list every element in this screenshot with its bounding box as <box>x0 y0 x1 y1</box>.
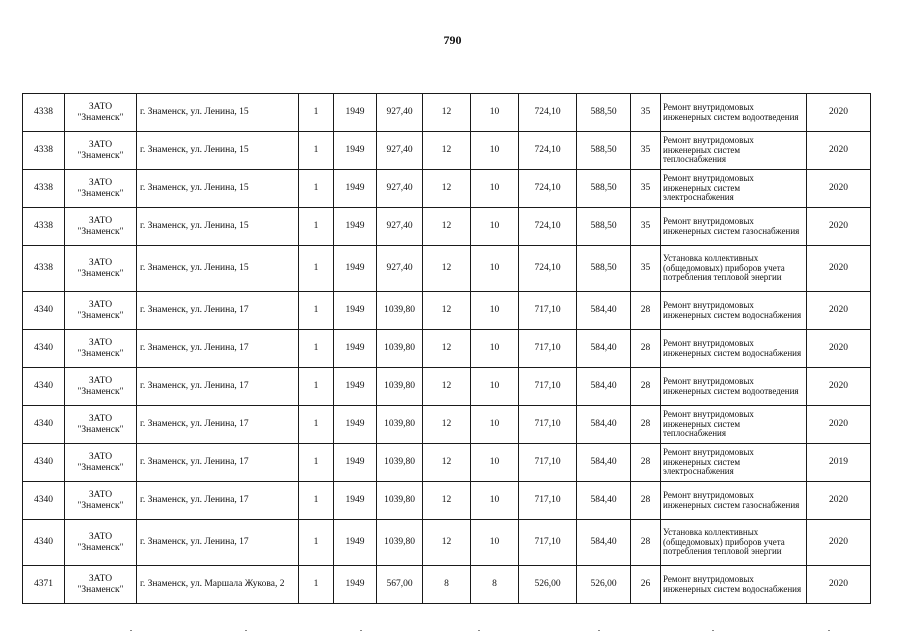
column-11-cell: 28 <box>631 368 661 406</box>
building-id-cell: 4340 <box>23 520 65 566</box>
building-id-cell: 4338 <box>23 246 65 292</box>
column-7-cell: 12 <box>423 208 471 246</box>
scan-speck <box>828 630 830 631</box>
planned-year-cell: 2020 <box>807 330 871 368</box>
column-7-cell: 12 <box>423 132 471 170</box>
column-11-cell: 28 <box>631 406 661 444</box>
repair-work-cell: Ремонт внутридомовых инженерных систем газоснабжения <box>661 208 807 246</box>
building-id-cell: 4340 <box>23 368 65 406</box>
scan-speck <box>478 630 480 631</box>
column-7-cell: 12 <box>423 520 471 566</box>
build-year-cell: 1949 <box>334 368 377 406</box>
planned-year-cell: 2020 <box>807 292 871 330</box>
repair-work-cell: Установка коллективных (общедомовых) приборов учета потребления тепловой энергии <box>661 520 807 566</box>
column-8-cell: 10 <box>471 444 519 482</box>
address-cell: г. Знаменск, ул. Ленина, 17 <box>137 482 299 520</box>
build-year-cell: 1949 <box>334 292 377 330</box>
column-8-cell: 10 <box>471 94 519 132</box>
total-area-cell: 1039,80 <box>377 444 423 482</box>
table-row <box>23 368 871 406</box>
table-row <box>23 566 871 604</box>
total-area-cell: 1039,80 <box>377 368 423 406</box>
building-id-cell: 4338 <box>23 170 65 208</box>
repair-work-cell: Ремонт внутридомовых инженерных систем теплоснабжения <box>661 132 807 170</box>
column-11-cell: 28 <box>631 330 661 368</box>
building-id-cell: 4340 <box>23 330 65 368</box>
building-id-cell: 4338 <box>23 208 65 246</box>
total-area-cell: 927,40 <box>377 208 423 246</box>
municipality-cell: ЗАТО "Знаменск" <box>65 208 137 246</box>
build-year-cell: 1949 <box>334 330 377 368</box>
municipality-cell: ЗАТО "Знаменск" <box>65 406 137 444</box>
address-cell: г. Знаменск, ул. Ленина, 15 <box>137 246 299 292</box>
column-9-cell: 724,10 <box>519 94 577 132</box>
municipality-cell: ЗАТО "Знаменск" <box>65 292 137 330</box>
column-4-cell: 1 <box>299 292 334 330</box>
build-year-cell: 1949 <box>334 406 377 444</box>
column-7-cell: 12 <box>423 246 471 292</box>
table-row <box>23 444 871 482</box>
address-cell: г. Знаменск, ул. Ленина, 15 <box>137 170 299 208</box>
scan-speck <box>712 630 714 631</box>
column-9-cell: 724,10 <box>519 246 577 292</box>
building-id-cell: 4340 <box>23 444 65 482</box>
column-11-cell: 28 <box>631 292 661 330</box>
municipality-cell: ЗАТО "Знаменск" <box>65 368 137 406</box>
column-8-cell: 10 <box>471 132 519 170</box>
repair-work-cell: Ремонт внутридомовых инженерных систем водоснабжения <box>661 292 807 330</box>
planned-year-cell: 2019 <box>807 444 871 482</box>
column-4-cell: 1 <box>299 482 334 520</box>
repair-work-cell: Ремонт внутридомовых инженерных систем теплоснабжения <box>661 406 807 444</box>
planned-year-cell: 2020 <box>807 520 871 566</box>
column-10-cell: 584,40 <box>577 406 631 444</box>
repair-work-cell: Ремонт внутридомовых инженерных систем водоснабжения <box>661 566 807 604</box>
column-8-cell: 10 <box>471 292 519 330</box>
column-9-cell: 526,00 <box>519 566 577 604</box>
column-7-cell: 12 <box>423 170 471 208</box>
column-10-cell: 584,40 <box>577 368 631 406</box>
column-4-cell: 1 <box>299 368 334 406</box>
column-7-cell: 12 <box>423 292 471 330</box>
column-11-cell: 35 <box>631 208 661 246</box>
building-id-cell: 4371 <box>23 566 65 604</box>
column-7-cell: 12 <box>423 406 471 444</box>
column-10-cell: 584,40 <box>577 292 631 330</box>
planned-year-cell: 2020 <box>807 132 871 170</box>
column-10-cell: 584,40 <box>577 520 631 566</box>
build-year-cell: 1949 <box>334 482 377 520</box>
column-10-cell: 588,50 <box>577 208 631 246</box>
column-9-cell: 717,10 <box>519 368 577 406</box>
total-area-cell: 927,40 <box>377 94 423 132</box>
page-number: 790 <box>443 33 462 47</box>
address-cell: г. Знаменск, ул. Ленина, 17 <box>137 406 299 444</box>
total-area-cell: 927,40 <box>377 132 423 170</box>
column-8-cell: 10 <box>471 368 519 406</box>
table-row <box>23 292 871 330</box>
building-id-cell: 4340 <box>23 482 65 520</box>
build-year-cell: 1949 <box>334 444 377 482</box>
total-area-cell: 927,40 <box>377 246 423 292</box>
column-9-cell: 724,10 <box>519 170 577 208</box>
column-9-cell: 724,10 <box>519 132 577 170</box>
repair-work-cell: Ремонт внутридомовых инженерных систем водоотведения <box>661 94 807 132</box>
total-area-cell: 1039,80 <box>377 330 423 368</box>
address-cell: г. Знаменск, ул. Маршала Жукова, 2 <box>137 566 299 604</box>
column-4-cell: 1 <box>299 520 334 566</box>
repair-work-cell: Ремонт внутридомовых инженерных систем газоснабжения <box>661 482 807 520</box>
column-11-cell: 35 <box>631 94 661 132</box>
table-row <box>23 482 871 520</box>
municipality-cell: ЗАТО "Знаменск" <box>65 246 137 292</box>
column-4-cell: 1 <box>299 94 334 132</box>
column-8-cell: 10 <box>471 246 519 292</box>
total-area-cell: 1039,80 <box>377 520 423 566</box>
build-year-cell: 1949 <box>334 208 377 246</box>
address-cell: г. Знаменск, ул. Ленина, 17 <box>137 520 299 566</box>
municipality-cell: ЗАТО "Знаменск" <box>65 330 137 368</box>
table-row <box>23 132 871 170</box>
planned-year-cell: 2020 <box>807 406 871 444</box>
column-11-cell: 35 <box>631 132 661 170</box>
column-8-cell: 10 <box>471 482 519 520</box>
column-9-cell: 717,10 <box>519 444 577 482</box>
column-11-cell: 28 <box>631 520 661 566</box>
column-8-cell: 10 <box>471 520 519 566</box>
column-9-cell: 717,10 <box>519 330 577 368</box>
total-area-cell: 927,40 <box>377 170 423 208</box>
column-10-cell: 584,40 <box>577 330 631 368</box>
column-9-cell: 717,10 <box>519 520 577 566</box>
table-row <box>23 94 871 132</box>
build-year-cell: 1949 <box>334 132 377 170</box>
table-row <box>23 208 871 246</box>
building-id-cell: 4338 <box>23 132 65 170</box>
table-row <box>23 246 871 292</box>
column-8-cell: 10 <box>471 406 519 444</box>
total-area-cell: 1039,80 <box>377 406 423 444</box>
column-7-cell: 12 <box>423 482 471 520</box>
column-11-cell: 28 <box>631 444 661 482</box>
column-11-cell: 26 <box>631 566 661 604</box>
municipality-cell: ЗАТО "Знаменск" <box>65 566 137 604</box>
column-10-cell: 584,40 <box>577 482 631 520</box>
planned-year-cell: 2020 <box>807 368 871 406</box>
municipality-cell: ЗАТО "Знаменск" <box>65 444 137 482</box>
column-10-cell: 588,50 <box>577 94 631 132</box>
table-body <box>23 94 871 604</box>
column-8-cell: 10 <box>471 170 519 208</box>
column-4-cell: 1 <box>299 170 334 208</box>
planned-year-cell: 2020 <box>807 208 871 246</box>
column-4-cell: 1 <box>299 444 334 482</box>
column-10-cell: 588,50 <box>577 246 631 292</box>
municipality-cell: ЗАТО "Знаменск" <box>65 132 137 170</box>
planned-year-cell: 2020 <box>807 94 871 132</box>
column-7-cell: 12 <box>423 444 471 482</box>
scan-speck <box>245 630 247 631</box>
column-4-cell: 1 <box>299 208 334 246</box>
column-10-cell: 584,40 <box>577 444 631 482</box>
build-year-cell: 1949 <box>334 246 377 292</box>
column-4-cell: 1 <box>299 132 334 170</box>
municipality-cell: ЗАТО "Знаменск" <box>65 170 137 208</box>
column-11-cell: 28 <box>631 482 661 520</box>
planned-year-cell: 2020 <box>807 566 871 604</box>
planned-year-cell: 2020 <box>807 482 871 520</box>
repair-work-cell: Ремонт внутридомовых инженерных систем водоотведения <box>661 368 807 406</box>
column-4-cell: 1 <box>299 566 334 604</box>
build-year-cell: 1949 <box>334 520 377 566</box>
column-9-cell: 717,10 <box>519 482 577 520</box>
address-cell: г. Знаменск, ул. Ленина, 17 <box>137 330 299 368</box>
repair-work-cell: Ремонт внутридомовых инженерных систем электроснабжения <box>661 170 807 208</box>
column-9-cell: 717,10 <box>519 292 577 330</box>
table-row <box>23 330 871 368</box>
column-8-cell: 10 <box>471 208 519 246</box>
address-cell: г. Знаменск, ул. Ленина, 15 <box>137 132 299 170</box>
address-cell: г. Знаменск, ул. Ленина, 17 <box>137 292 299 330</box>
table-row <box>23 520 871 566</box>
address-cell: г. Знаменск, ул. Ленина, 15 <box>137 208 299 246</box>
scan-speck <box>598 630 600 631</box>
column-10-cell: 588,50 <box>577 170 631 208</box>
table-row <box>23 406 871 444</box>
build-year-cell: 1949 <box>334 94 377 132</box>
column-7-cell: 12 <box>423 368 471 406</box>
column-4-cell: 1 <box>299 246 334 292</box>
build-year-cell: 1949 <box>334 170 377 208</box>
total-area-cell: 567,00 <box>377 566 423 604</box>
column-11-cell: 35 <box>631 170 661 208</box>
table-row <box>23 170 871 208</box>
total-area-cell: 1039,80 <box>377 482 423 520</box>
repair-work-cell: Установка коллективных (общедомовых) приборов учета потребления тепловой энергии <box>661 246 807 292</box>
column-9-cell: 717,10 <box>519 406 577 444</box>
total-area-cell: 1039,80 <box>377 292 423 330</box>
municipality-cell: ЗАТО "Знаменск" <box>65 482 137 520</box>
municipality-cell: ЗАТО "Знаменск" <box>65 520 137 566</box>
column-4-cell: 1 <box>299 330 334 368</box>
address-cell: г. Знаменск, ул. Ленина, 15 <box>137 94 299 132</box>
column-7-cell: 12 <box>423 330 471 368</box>
municipality-cell: ЗАТО "Знаменск" <box>65 94 137 132</box>
column-8-cell: 10 <box>471 330 519 368</box>
building-id-cell: 4338 <box>23 94 65 132</box>
column-10-cell: 588,50 <box>577 132 631 170</box>
building-id-cell: 4340 <box>23 292 65 330</box>
address-cell: г. Знаменск, ул. Ленина, 17 <box>137 368 299 406</box>
repair-program-table <box>22 93 871 604</box>
planned-year-cell: 2020 <box>807 170 871 208</box>
repair-work-cell: Ремонт внутридомовых инженерных систем электроснабжения <box>661 444 807 482</box>
column-4-cell: 1 <box>299 406 334 444</box>
scan-speck <box>360 630 362 631</box>
build-year-cell: 1949 <box>334 566 377 604</box>
planned-year-cell: 2020 <box>807 246 871 292</box>
column-7-cell: 12 <box>423 94 471 132</box>
column-10-cell: 526,00 <box>577 566 631 604</box>
column-8-cell: 8 <box>471 566 519 604</box>
column-7-cell: 8 <box>423 566 471 604</box>
repair-work-cell: Ремонт внутридомовых инженерных систем водоснабжения <box>661 330 807 368</box>
scan-speck <box>130 630 132 631</box>
building-id-cell: 4340 <box>23 406 65 444</box>
address-cell: г. Знаменск, ул. Ленина, 17 <box>137 444 299 482</box>
column-9-cell: 724,10 <box>519 208 577 246</box>
column-11-cell: 35 <box>631 246 661 292</box>
